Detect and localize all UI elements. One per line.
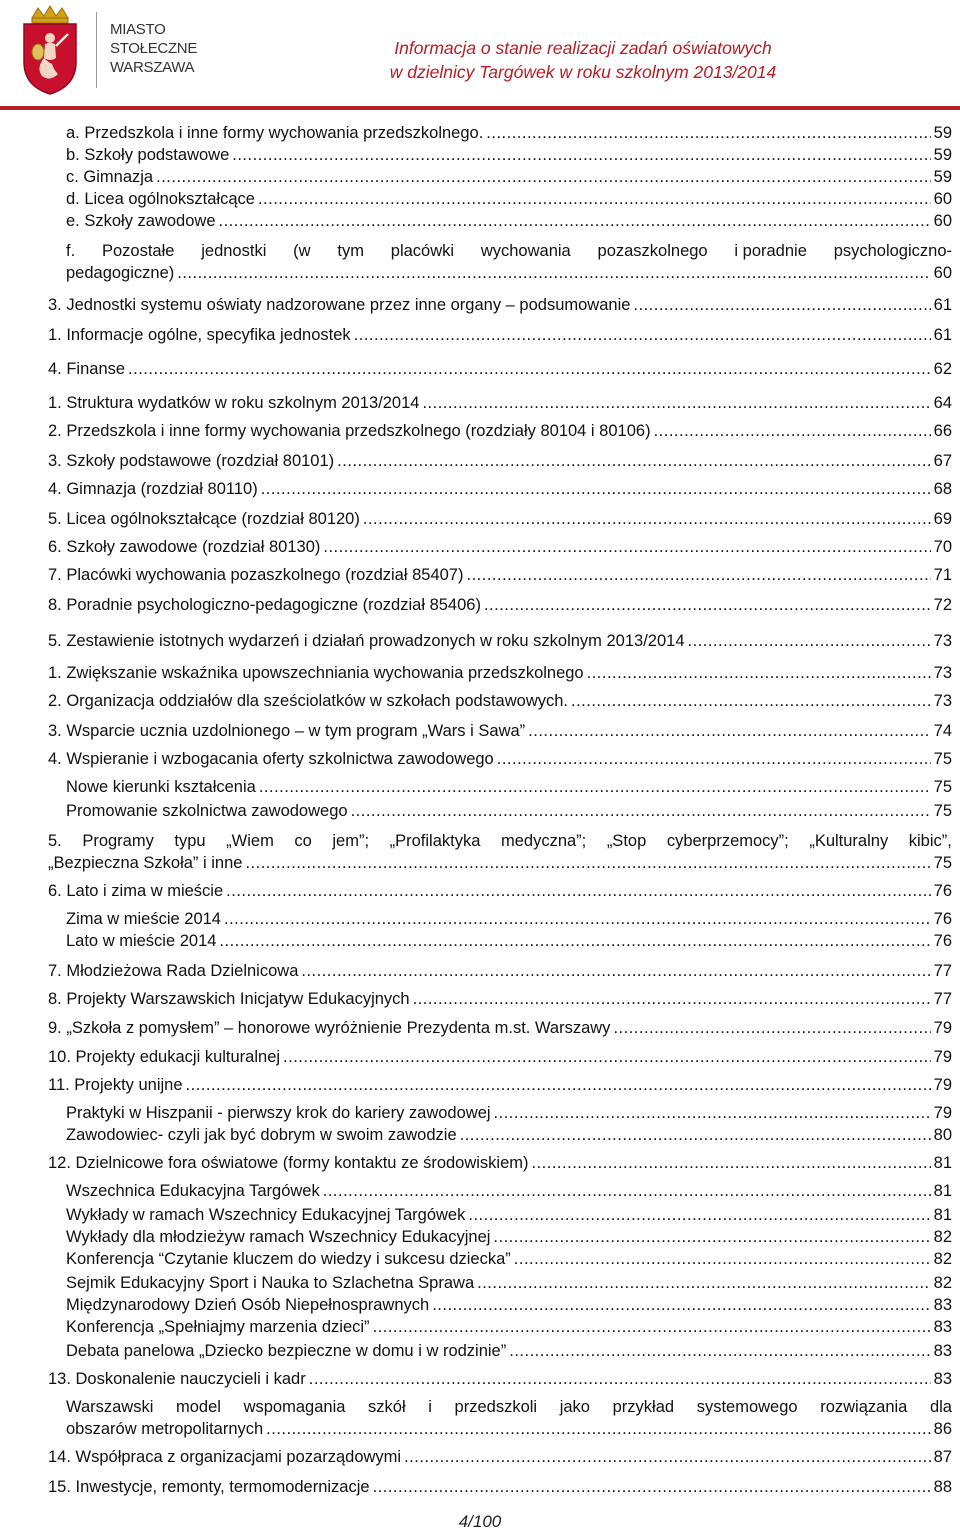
toc-leader-dots — [532, 1152, 931, 1174]
toc-entry[interactable] — [48, 748, 952, 770]
toc-leader-dots — [613, 1017, 930, 1039]
toc-entry-page: 64 — [933, 394, 952, 412]
toc-entry-label: 12. Dzielnicowe fora oświatowe (formy kontaktu ze środowiskiem) — [48, 1154, 529, 1172]
toc-leader-dots — [477, 1272, 931, 1294]
toc-entry-label: 1. Informacje ogólne, specyfika jednostek — [48, 326, 351, 344]
toc-entry-label: 2. Przedszkola i inne formy wychowania przedszkolnego (rozdziały 80104 i 80106) — [48, 422, 651, 440]
toc-leader-dots — [301, 960, 930, 982]
toc-entry-page: 62 — [933, 360, 952, 378]
toc-leader-dots — [466, 564, 930, 586]
toc-entry-label: Praktyki w Hiszpanii - pierwszy krok do kariery zawodowej — [66, 1104, 491, 1122]
toc-entry-page: 87 — [933, 1448, 952, 1466]
toc-entry-word: placówki — [390, 242, 455, 260]
toc-leader-dots — [654, 420, 931, 442]
toc-leader-dots — [493, 1226, 930, 1248]
toc-leader-dots — [413, 988, 931, 1010]
toc-entry-word: model — [176, 1398, 221, 1416]
toc-leader-dots — [128, 358, 931, 380]
toc-entry-word: 5. — [48, 832, 62, 850]
toc-entry-word: psychologiczno- — [833, 242, 952, 260]
toc-entry-word: wychowania — [480, 242, 571, 260]
header-rule — [0, 106, 960, 110]
toc-entry-page: 88 — [933, 1478, 952, 1496]
toc-entry[interactable] — [48, 508, 952, 530]
toc-entry[interactable] — [66, 262, 952, 284]
toc-entry-page: 66 — [933, 422, 952, 440]
logo-line-2: STOŁECZNE — [110, 40, 198, 57]
toc-entry-page: 79 — [933, 1076, 952, 1094]
toc-leader-dots — [309, 1368, 931, 1390]
toc-leader-dots — [177, 262, 930, 284]
toc-entry-page: 83 — [933, 1296, 952, 1314]
toc-entry-page: 75 — [933, 802, 952, 820]
toc-entry-label: 7. Młodzieżowa Rada Dzielnicowa — [48, 962, 299, 980]
toc-entry-label: pedagogiczne) — [66, 264, 175, 282]
toc-leader-dots — [484, 594, 931, 616]
toc-entry[interactable] — [48, 1074, 952, 1096]
warsaw-crest-icon — [14, 4, 86, 96]
toc-leader-dots — [514, 1248, 931, 1270]
toc-leader-dots — [219, 930, 930, 952]
toc-entry-page: 70 — [933, 538, 952, 556]
toc-entry-page: 73 — [933, 692, 952, 710]
logo-line-1: MIASTO — [110, 21, 166, 38]
document-title-line-2: w dzielnicy Targówek w roku szkolnym 2013/2014 — [389, 62, 777, 82]
toc-entry[interactable] — [48, 690, 952, 712]
toc-entry-page: 80 — [933, 1126, 952, 1144]
toc-leader-dots — [224, 908, 931, 930]
toc-entry-label: 6. Lato i zima w mieście — [48, 882, 224, 900]
toc-entry-page: 60 — [933, 264, 952, 282]
toc-entry[interactable] — [48, 720, 952, 742]
toc-entry-label: 3. Szkoły podstawowe (rozdział 80101) — [48, 452, 335, 470]
toc-leader-dots — [258, 188, 931, 210]
toc-entry-label: 5. Licea ogólnokształcące (rozdział 80120) — [48, 510, 360, 528]
toc-entry[interactable] — [48, 536, 952, 558]
toc-entry-page: 60 — [933, 190, 952, 208]
toc-entry-label: c. Gimnazja — [66, 168, 154, 186]
toc-entry[interactable] — [66, 1102, 952, 1124]
toc-entry[interactable] — [66, 188, 952, 210]
toc-entry[interactable] — [66, 908, 952, 930]
toc-entry-page: 83 — [933, 1342, 952, 1360]
toc-entry[interactable] — [48, 450, 952, 472]
toc-entry-word: pozaszkolnego — [597, 242, 708, 260]
toc-entry-label: Promowanie szkolnictwa zawodowego — [66, 802, 348, 820]
toc-entry-word: typu — [174, 832, 206, 850]
toc-entry-page: 68 — [933, 480, 952, 498]
toc-leader-dots — [509, 1340, 930, 1362]
toc-entry-label: d. Licea ogólnokształcące — [66, 190, 255, 208]
toc-leader-dots — [404, 1446, 931, 1468]
toc-entry-label: 15. Inwestycje, remonty, termomodernizacje — [48, 1478, 370, 1496]
toc-entry[interactable] — [66, 1418, 952, 1440]
toc-entry[interactable] — [48, 988, 952, 1010]
toc-entry-page: 82 — [933, 1274, 952, 1292]
toc-entry-page: 69 — [933, 510, 952, 528]
toc-leader-dots — [245, 852, 930, 874]
toc-leader-dots — [688, 630, 931, 652]
toc-entry-page: 82 — [933, 1228, 952, 1246]
toc-entry-page: 75 — [933, 854, 952, 872]
toc-entry-page: 60 — [933, 212, 952, 230]
toc-entry[interactable] — [66, 1272, 952, 1294]
toc-entry-page: 67 — [933, 452, 952, 470]
toc-leader-dots — [219, 210, 931, 232]
toc-entry[interactable] — [48, 880, 952, 902]
toc-entry-word: tym — [337, 242, 364, 260]
toc-entry[interactable] — [66, 1180, 952, 1202]
toc-entry[interactable] — [48, 564, 952, 586]
toc-entry[interactable] — [66, 1294, 952, 1316]
toc-entry-word: systemowego — [696, 1398, 798, 1416]
toc-entry-page: 61 — [933, 296, 952, 314]
toc-entry[interactable] — [66, 1248, 952, 1270]
toc-entry-word: „Wiem — [226, 832, 274, 850]
toc-entry-label: 2. Organizacja oddziałów dla sześciolatków w szkołach podstawowych. — [48, 692, 568, 710]
toc-leader-dots — [226, 880, 930, 902]
toc-leader-dots — [633, 294, 930, 316]
toc-entry-label: 4. Finanse — [48, 360, 126, 378]
toc-entry-label: obszarów metropolitarnych — [66, 1420, 264, 1438]
toc-entry-page: 79 — [933, 1104, 952, 1122]
toc-entry-label: Debata panelowa „Dziecko bezpieczne w domu i w rodzinie” — [66, 1342, 507, 1360]
toc-entry-label: Wszechnica Edukacyjna Targówek — [66, 1182, 320, 1200]
toc-entry-label: 14. Współpraca z organizacjami pozarządowymi — [48, 1448, 402, 1466]
toc-leader-dots — [186, 1074, 931, 1096]
toc-entry[interactable] — [66, 1204, 952, 1226]
toc-leader-dots — [432, 1294, 930, 1316]
toc-entry-word: Pozostałe — [101, 242, 175, 260]
toc-entry-label: 7. Placówki wychowania pozaszkolnego (rozdział 85407) — [48, 566, 464, 584]
toc-entry-first-line — [48, 830, 952, 852]
toc-entry-label: 13. Doskonalenie nauczycieli i kadr — [48, 1370, 306, 1388]
toc-entry[interactable] — [48, 1152, 952, 1174]
toc-entry[interactable] — [48, 1476, 952, 1498]
toc-leader-dots — [354, 324, 931, 346]
toc-entry-page: 61 — [933, 326, 952, 344]
toc-entry-label: Konferencja “Czytanie kluczem do wiedzy i sukcesu dziecka” — [66, 1250, 511, 1268]
toc-entry[interactable] — [48, 852, 952, 874]
toc-entry-word: jem”; — [332, 832, 370, 850]
toc-entry[interactable] — [48, 392, 952, 414]
document-title-line-1: Informacja o stanie realizacji zadań oświatowych — [394, 38, 772, 58]
toc-entry-word: wspomagania — [243, 1398, 346, 1416]
toc-entry-word: przedszkoli — [454, 1398, 538, 1416]
toc-entry-word: i — [428, 1398, 432, 1416]
toc-entry-word: kibic”, — [908, 832, 952, 850]
logo-divider — [96, 12, 97, 88]
toc-entry-label: e. Szkoły zawodowe — [66, 212, 216, 230]
logo-line-3: WARSZAWA — [110, 59, 195, 76]
toc-entry-page: 82 — [933, 1250, 952, 1268]
toc-leader-dots — [486, 122, 930, 144]
toc-entry-word: dla — [929, 1398, 952, 1416]
toc-entry-label: a. Przedszkola i inne formy wychowania przedszkolnego. — [66, 124, 484, 142]
toc-leader-dots — [468, 1204, 930, 1226]
toc-entry[interactable] — [48, 478, 952, 500]
toc-entry[interactable] — [48, 294, 952, 316]
toc-leader-dots — [156, 166, 931, 188]
toc-entry-label: 5. Zestawienie istotnych wydarzeń i działań prowadzonych w roku szkolnym 2013/2014 — [48, 632, 685, 650]
toc-entry-word: medyczna”; — [500, 832, 587, 850]
toc-entry-page: 59 — [933, 168, 952, 186]
toc-entry[interactable] — [66, 1340, 952, 1362]
toc-entry-word: jednostki — [201, 242, 267, 260]
toc-entry[interactable] — [66, 144, 952, 166]
toc-entry-label: Zawodowiec- czyli jak być dobrym w swoim zawodzie — [66, 1126, 457, 1144]
toc-entry[interactable] — [48, 960, 952, 982]
toc-entry-page: 73 — [933, 664, 952, 682]
toc-entry-word: co — [294, 832, 312, 850]
toc-entry-page: 77 — [933, 962, 952, 980]
toc-entry-page: 73 — [933, 632, 952, 650]
toc-entry-word: jako — [559, 1398, 590, 1416]
toc-entry[interactable] — [66, 210, 952, 232]
toc-entry-word: Programy — [82, 832, 154, 850]
toc-leader-dots — [323, 1180, 931, 1202]
toc-entry-label: b. Szkoły podstawowe — [66, 146, 230, 164]
toc-entry-label: 4. Wspieranie i wzbogacania oferty szkolnictwa zawodowego — [48, 750, 494, 768]
toc-leader-dots — [571, 690, 931, 712]
toc-entry-page: 81 — [933, 1206, 952, 1224]
toc-entry-word: przykład — [612, 1398, 675, 1416]
toc-leader-dots — [261, 478, 931, 500]
toc-entry[interactable] — [66, 800, 952, 822]
toc-entry-word: „Stop — [606, 832, 647, 850]
toc-entry-label: 8. Poradnie psychologiczno-pedagogiczne (rozdział 85406) — [48, 596, 481, 614]
toc-entry-label: 6. Szkoły zawodowe (rozdział 80130) — [48, 538, 321, 556]
toc-entry-page: 79 — [933, 1048, 952, 1066]
toc-entry-word: rozwiązania — [820, 1398, 908, 1416]
toc-entry[interactable] — [48, 1017, 952, 1039]
toc-entry-page: 79 — [933, 1019, 952, 1037]
document-title — [368, 36, 798, 84]
toc-leader-dots — [422, 392, 930, 414]
toc-entry[interactable] — [66, 1226, 952, 1248]
toc-entry-label: 4. Gimnazja (rozdział 80110) — [48, 480, 258, 498]
toc-entry-word: szkół — [368, 1398, 406, 1416]
toc-entry[interactable] — [66, 1316, 952, 1338]
toc-leader-dots — [283, 1046, 931, 1068]
toc-entry-label: 11. Projekty unijne — [48, 1076, 183, 1094]
toc-leader-dots — [337, 450, 930, 472]
toc-entry-page: 75 — [933, 750, 952, 768]
toc-entry-label: „Bezpieczna Szkoła” i inne — [48, 854, 243, 872]
toc-entry-word: „Kulturalny — [809, 832, 889, 850]
toc-entry[interactable] — [48, 358, 952, 380]
toc-entry-page: 86 — [933, 1420, 952, 1438]
toc-entry-label: 3. Wsparcie ucznia uzdolnionego – w tym program „Wars i Sawa” — [48, 722, 526, 740]
toc-entry-label: 10. Projekty edukacji kulturalnej — [48, 1048, 281, 1066]
toc-entry-label: 9. „Szkoła z pomysłem” – honorowe wyróżnienie Prezydenta m.st. Warszawy — [48, 1019, 611, 1037]
toc-entry-page: 81 — [933, 1154, 952, 1172]
toc-entry-page: 76 — [933, 910, 952, 928]
toc-entry[interactable] — [48, 662, 952, 684]
page-number: 4/100 — [458, 1512, 502, 1531]
toc-entry-label: Wykłady w ramach Wszechnicy Edukacyjnej Targówek — [66, 1206, 466, 1224]
toc-entry[interactable] — [48, 1446, 952, 1468]
toc-entry[interactable] — [66, 776, 952, 798]
toc-entry-word: Warszawski — [66, 1398, 154, 1416]
toc-entry-page: 81 — [933, 1182, 952, 1200]
toc-entry-label: Wykłady dla młodzieżyw ramach Wszechnicy Edukacyjnej — [66, 1228, 491, 1246]
toc-leader-dots — [323, 536, 930, 558]
toc-entry[interactable] — [66, 166, 952, 188]
toc-entry-word: f. — [66, 242, 76, 260]
toc-entry-label: 8. Projekty Warszawskich Inicjatyw Edukacyjnych — [48, 990, 410, 1008]
toc-entry-page: 77 — [933, 990, 952, 1008]
toc-leader-dots — [232, 144, 930, 166]
toc-leader-dots — [494, 1102, 931, 1124]
toc-entry-first-line — [66, 240, 952, 262]
toc-entry-page: 83 — [933, 1370, 952, 1388]
toc-leader-dots — [460, 1124, 931, 1146]
toc-entry[interactable] — [48, 594, 952, 616]
toc-entry-word: (w — [293, 242, 311, 260]
toc-leader-dots — [373, 1316, 931, 1338]
toc-leader-dots — [587, 662, 931, 684]
toc-leader-dots — [266, 1418, 930, 1440]
toc-leader-dots — [497, 748, 931, 770]
toc-entry-label: Sejmik Edukacyjny Sport i Nauka to Szlachetna Sprawa — [66, 1274, 475, 1292]
toc-entry-page: 59 — [933, 146, 952, 164]
toc-entry-label: Konferencja „Spełniajmy marzenia dzieci” — [66, 1318, 370, 1336]
toc-entry[interactable] — [48, 1046, 952, 1068]
toc-leader-dots — [373, 1476, 931, 1498]
toc-leader-dots — [528, 720, 930, 742]
toc-entry-first-line — [66, 1396, 952, 1418]
toc-leader-dots — [351, 800, 931, 822]
toc-entry-page: 74 — [933, 722, 952, 740]
toc-entry-label: 1. Zwiększanie wskaźnika upowszechniania wychowania przedszkolnego — [48, 664, 584, 682]
toc-entry-label: Międzynarodowy Dzień Osób Niepełnosprawnych — [66, 1296, 430, 1314]
toc-entry[interactable] — [48, 420, 952, 442]
toc-entry[interactable] — [48, 1368, 952, 1390]
toc-entry-page: 76 — [933, 932, 952, 950]
toc-entry-page: 71 — [933, 566, 952, 584]
toc-entry-label: Lato w mieście 2014 — [66, 932, 217, 950]
toc-entry-word: „Profilaktyka — [389, 832, 481, 850]
toc-entry-page: 59 — [933, 124, 952, 142]
toc-entry-label: 1. Struktura wydatków w roku szkolnym 2013/2014 — [48, 394, 420, 412]
toc-entry-label: Zima w mieście 2014 — [66, 910, 221, 928]
toc-entry-label: Nowe kierunki kształcenia — [66, 778, 256, 796]
toc-entry[interactable] — [66, 122, 952, 144]
toc-entry-page: 72 — [933, 596, 952, 614]
toc-entry[interactable] — [48, 630, 952, 652]
logo-wordmark — [110, 20, 197, 77]
toc-leader-dots — [363, 508, 931, 530]
toc-entry-page: 83 — [933, 1318, 952, 1336]
toc-entry-word: i poradnie — [734, 242, 807, 260]
toc-entry-page: 76 — [933, 882, 952, 900]
toc-entry-page: 75 — [933, 778, 952, 796]
toc-entry-word: cyberprzemocy”; — [666, 832, 789, 850]
toc-leader-dots — [259, 776, 931, 798]
toc-entry[interactable] — [66, 1124, 952, 1146]
toc-entry[interactable] — [66, 930, 952, 952]
page-header — [0, 0, 960, 112]
toc-entry[interactable] — [48, 324, 952, 346]
toc-entry-label: 3. Jednostki systemu oświaty nadzorowane przez inne organy – podsumowanie — [48, 296, 631, 314]
